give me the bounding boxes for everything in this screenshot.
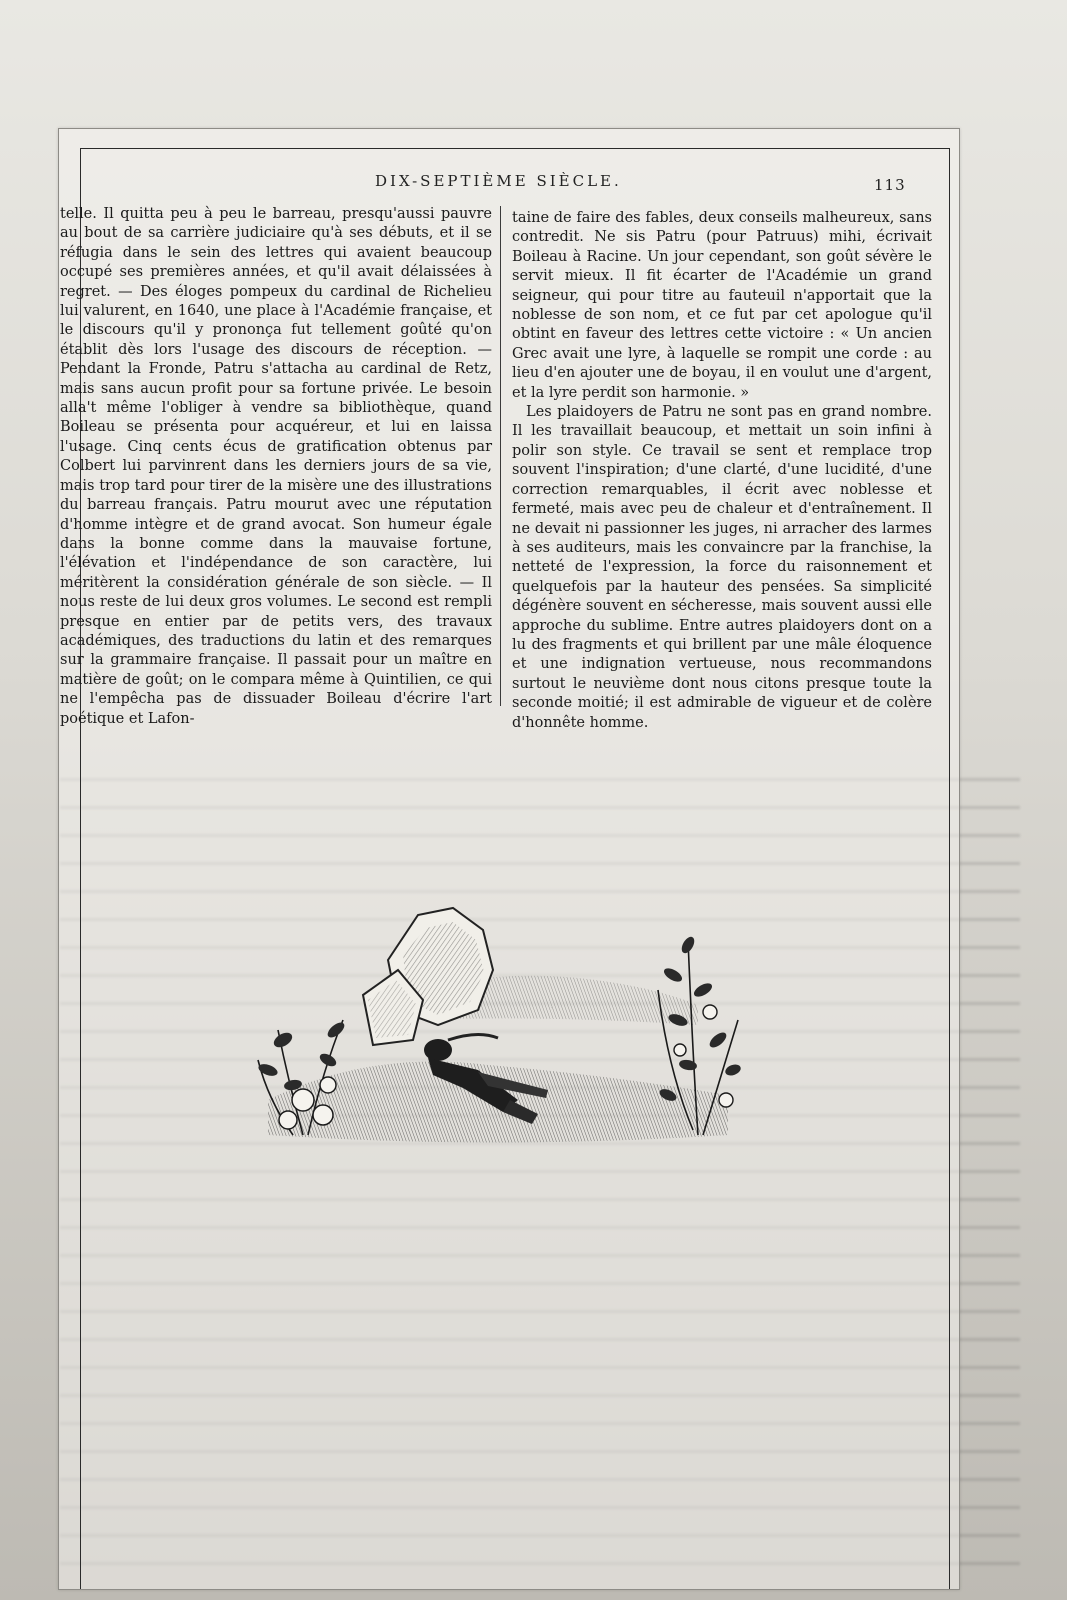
left-text-column <box>60 205 492 729</box>
right-column-paragraph-1: taine de faire des fables, deux conseils malheureux, sans contredit. Ne sis Patru (pour Patruus) mihi, écrivait Boileau à Racine. Un jour cependant, son goût sévère le servit mieux. Il fit écarter de l'Académie un grand seigneur, qui pour titre au fauteuil n'apportait que la noblesse de son nom, et ce fut par cet apologue qu'il obtint en faveur des lettres cette victoire : « Un ancien Grec avait une lyre, à laquelle se rompit une corde : au lieu d'en ajouter une de boyau, il en voulut une d'argent, et la lyre perdit son harmonie. » <box>512 210 932 401</box>
column-divider <box>500 206 501 706</box>
right-column-paragraph-2: Les plaidoyers de Patru ne sont pas en grand nombre. Il les travaillait beaucoup, et mettait un soin infini à polir son style. Ce travail se sent et remplace trop souvent l'inspiration; d'une clarté, d'une lucidité, d'une correction remarquables, il écrit avec noblesse et fermeté, mais avec peu de chaleur et d'entraînement. Il ne devait ni passionner les juges, ni arracher des larmes à ses auditeurs, mais les convaincre par la franchise, la netteté de l'expression, la force du raisonnement et quelquefois par la hauteur des pensées. Sa simplicité dégénère souvent en sécheresse, mais souvent aussi elle approche du sublime. Entre autres plaidoyers dont on a lu des fragments et qui brillent par une mâle éloquence et une indignation vertueuse, nous recommandons surtout le neuvième dont nous citons presque toute la seconde moitié; il est admirable de vigueur et de colère d'honnête homme. <box>512 404 932 731</box>
page-number: 113 <box>874 176 906 194</box>
right-text-column <box>512 209 932 733</box>
left-column-paragraph: telle. Il quitta peu à peu le barreau, presqu'aussi pauvre au bout de sa carrière judiciaire qu'à ses débuts, et il se réfugia dans le sein des lettres qui avaient beaucoup occupé ses premières années, et qu'il avait délaissées à regret. — Des éloges pompeux du cardinal de Richelieu lui valurent, en 1640, une place à l'Académie française, et le discours qu'il y prononça fut tellement goûté qu'on établit dès lors l'usage des discours de réception. — Pendant la Fronde, Patru s'attacha au cardinal de Retz, mais sans aucun profit pour sa fortune privée. Le besoin alla't même l'obliger à vendre sa bibliothèque, quand Boileau se présenta pour acquéreur, et lui en laissa l'usage. Cinq cents écus de gratification obtenus par Colbert lui parvinrent dans les derniers jours de sa vie, mais trop tard pour tirer de la misère une des illustrations du barreau français. Patru mourut avec une réputation d'homme intègre et de grand avocat. Son humeur égale dans la bonne comme dans la mauvaise fortune, l'élévation et l'indépendance de son caractère, lui méritèrent la considération générale de son siècle. — Il nous reste de lui deux gros volumes. Le second est rempli presque en entier par de petits vers, des travaux académiques, des traductions du latin et des remarques sur la grammaire française. Il passait pour un maître en matière de goût; on le compara même à Quintilien, ce qui ne l'empêcha pas de dissuader Boileau d'écrire l'art poétique et Lafon- <box>60 206 492 727</box>
running-header: DIX-SEPTIÈME SIÈCLE. <box>375 172 622 190</box>
engraving-illustration <box>248 900 748 1150</box>
